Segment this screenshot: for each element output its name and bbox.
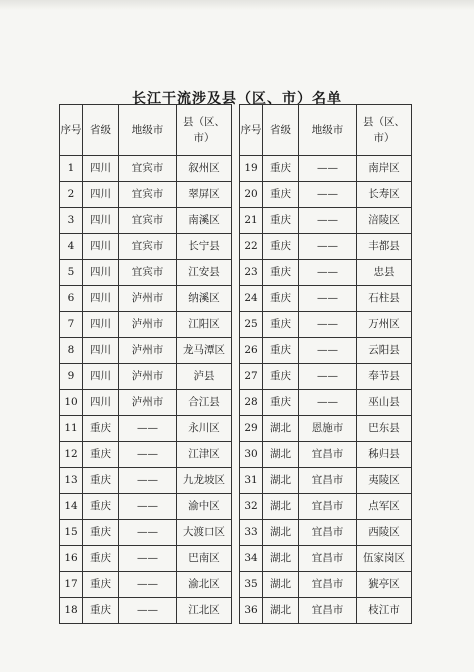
cell-county: 江津区 [177, 442, 232, 468]
table-row [60, 520, 232, 546]
header-province: 省级 [263, 105, 299, 156]
table-row [240, 390, 412, 416]
table-row [60, 494, 232, 520]
cell-province: 湖北 [263, 494, 299, 520]
cell-county: 巴南区 [177, 546, 232, 572]
table-row [240, 468, 412, 494]
cell-num: 32 [240, 494, 263, 520]
cell-province: 四川 [83, 156, 119, 182]
cell-num: 28 [240, 390, 263, 416]
cell-province: 湖北 [263, 468, 299, 494]
cell-province: 四川 [83, 390, 119, 416]
cell-num: 21 [240, 208, 263, 234]
cell-num: 23 [240, 260, 263, 286]
cell-province: 重庆 [83, 494, 119, 520]
cell-city: 宜宾市 [119, 234, 177, 260]
cell-num: 20 [240, 182, 263, 208]
cell-city: —— [299, 260, 357, 286]
header-city: 地级市 [299, 105, 357, 156]
cell-num: 6 [60, 286, 83, 312]
cell-province: 湖北 [263, 442, 299, 468]
cell-city: 宜宾市 [119, 182, 177, 208]
cell-num: 3 [60, 208, 83, 234]
cell-city: 宜昌市 [299, 442, 357, 468]
cell-county: 合江县 [177, 390, 232, 416]
cell-city: 泸州市 [119, 286, 177, 312]
header-county: 县（区、市） [357, 105, 412, 156]
cell-num: 13 [60, 468, 83, 494]
cell-province: 重庆 [83, 520, 119, 546]
cell-city: 宜昌市 [299, 468, 357, 494]
cell-num: 10 [60, 390, 83, 416]
cell-county: 叙州区 [177, 156, 232, 182]
cell-city: 宜昌市 [299, 572, 357, 598]
cell-city: —— [119, 572, 177, 598]
cell-county: 万州区 [357, 312, 412, 338]
cell-province: 重庆 [263, 234, 299, 260]
cell-num: 8 [60, 338, 83, 364]
cell-province: 重庆 [263, 260, 299, 286]
cell-num: 30 [240, 442, 263, 468]
cell-province: 重庆 [83, 572, 119, 598]
cell-num: 16 [60, 546, 83, 572]
table-row [60, 468, 232, 494]
cell-num: 31 [240, 468, 263, 494]
cell-province: 重庆 [263, 208, 299, 234]
cell-num: 4 [60, 234, 83, 260]
cell-num: 26 [240, 338, 263, 364]
cell-city: 恩施市 [299, 416, 357, 442]
cell-province: 四川 [83, 260, 119, 286]
cell-county: 伍家岗区 [357, 546, 412, 572]
cell-county: 永川区 [177, 416, 232, 442]
table-row [60, 338, 232, 364]
cell-county: 渝北区 [177, 572, 232, 598]
cell-province: 重庆 [263, 364, 299, 390]
cell-county: 长寿区 [357, 182, 412, 208]
table-row [240, 338, 412, 364]
cell-county: 长宁县 [177, 234, 232, 260]
cell-province: 重庆 [263, 156, 299, 182]
cell-num: 29 [240, 416, 263, 442]
table-row [240, 208, 412, 234]
header-row [60, 105, 232, 156]
table-row [60, 364, 232, 390]
cell-province: 四川 [83, 208, 119, 234]
header-county: 县（区、市） [177, 105, 232, 156]
page-title: 长江干流涉及县（区、市）名单 [132, 91, 342, 107]
cell-city: —— [299, 156, 357, 182]
cell-county: 西陵区 [357, 520, 412, 546]
table-row [60, 208, 232, 234]
table-row [60, 156, 232, 182]
table-row [60, 234, 232, 260]
cell-province: 重庆 [83, 468, 119, 494]
cell-province: 重庆 [263, 338, 299, 364]
cell-county: 大渡口区 [177, 520, 232, 546]
cell-province: 湖北 [263, 416, 299, 442]
cell-county: 巴东县 [357, 416, 412, 442]
cell-county: 猇亭区 [357, 572, 412, 598]
cell-province: 四川 [83, 286, 119, 312]
cell-city: 宜昌市 [299, 494, 357, 520]
cell-county: 江安县 [177, 260, 232, 286]
cell-county: 泸县 [177, 364, 232, 390]
cell-province: 重庆 [263, 182, 299, 208]
cell-num: 15 [60, 520, 83, 546]
table-row [60, 182, 232, 208]
table-row [240, 520, 412, 546]
cell-num: 14 [60, 494, 83, 520]
cell-num: 2 [60, 182, 83, 208]
table-row [60, 286, 232, 312]
cell-province: 湖北 [263, 520, 299, 546]
table-row [240, 182, 412, 208]
cell-county: 秭归县 [357, 442, 412, 468]
cell-num: 7 [60, 312, 83, 338]
cell-county: 云阳县 [357, 338, 412, 364]
cell-county: 枝江市 [357, 598, 412, 624]
county-table-left [59, 104, 232, 624]
cell-num: 33 [240, 520, 263, 546]
header-num: 序号 [240, 105, 263, 156]
header-num: 序号 [60, 105, 83, 156]
cell-province: 湖北 [263, 546, 299, 572]
cell-city: —— [119, 416, 177, 442]
cell-county: 翠屏区 [177, 182, 232, 208]
header-province: 省级 [83, 105, 119, 156]
cell-num: 35 [240, 572, 263, 598]
cell-county: 忠县 [357, 260, 412, 286]
cell-province: 四川 [83, 312, 119, 338]
cell-county: 九龙坡区 [177, 468, 232, 494]
table-row [60, 598, 232, 624]
cell-city: —— [119, 494, 177, 520]
table-row [60, 546, 232, 572]
cell-province: 湖北 [263, 598, 299, 624]
table-row [240, 260, 412, 286]
cell-county: 江阳区 [177, 312, 232, 338]
table-row [240, 286, 412, 312]
cell-city: 宜宾市 [119, 260, 177, 286]
cell-county: 纳溪区 [177, 286, 232, 312]
cell-city: —— [299, 390, 357, 416]
table-row [60, 390, 232, 416]
table-row [240, 156, 412, 182]
cell-city: —— [299, 234, 357, 260]
cell-province: 重庆 [263, 312, 299, 338]
county-table-right [239, 104, 412, 624]
table-row [240, 572, 412, 598]
cell-province: 四川 [83, 338, 119, 364]
cell-county: 渝中区 [177, 494, 232, 520]
cell-num: 18 [60, 598, 83, 624]
table-row [240, 364, 412, 390]
cell-city: 泸州市 [119, 338, 177, 364]
cell-city: —— [119, 468, 177, 494]
cell-num: 25 [240, 312, 263, 338]
table-row [240, 234, 412, 260]
table-row [60, 572, 232, 598]
cell-num: 36 [240, 598, 263, 624]
cell-province: 重庆 [83, 546, 119, 572]
cell-num: 34 [240, 546, 263, 572]
cell-province: 四川 [83, 364, 119, 390]
header-row [240, 105, 412, 156]
cell-province: 重庆 [83, 598, 119, 624]
cell-city: 宜昌市 [299, 546, 357, 572]
cell-city: 泸州市 [119, 312, 177, 338]
cell-county: 点军区 [357, 494, 412, 520]
cell-city: 泸州市 [119, 390, 177, 416]
cell-city: —— [119, 442, 177, 468]
cell-county: 涪陵区 [357, 208, 412, 234]
table-row [60, 260, 232, 286]
cell-province: 重庆 [263, 286, 299, 312]
table-row [240, 416, 412, 442]
cell-city: 泸州市 [119, 364, 177, 390]
cell-province: 重庆 [83, 442, 119, 468]
table-row [60, 442, 232, 468]
cell-num: 1 [60, 156, 83, 182]
cell-city: —— [299, 208, 357, 234]
cell-province: 湖北 [263, 572, 299, 598]
cell-city: 宜宾市 [119, 208, 177, 234]
cell-city: —— [119, 520, 177, 546]
cell-num: 5 [60, 260, 83, 286]
cell-county: 江北区 [177, 598, 232, 624]
cell-num: 17 [60, 572, 83, 598]
cell-num: 12 [60, 442, 83, 468]
cell-num: 9 [60, 364, 83, 390]
cell-city: —— [299, 364, 357, 390]
cell-county: 龙马潭区 [177, 338, 232, 364]
table-row [240, 598, 412, 624]
cell-city: —— [299, 286, 357, 312]
scan-edge [0, 0, 474, 10]
cell-city: —— [119, 546, 177, 572]
cell-num: 11 [60, 416, 83, 442]
table-row [60, 416, 232, 442]
cell-city: 宜宾市 [119, 156, 177, 182]
cell-city: 宜昌市 [299, 520, 357, 546]
cell-county: 南溪区 [177, 208, 232, 234]
cell-county: 奉节县 [357, 364, 412, 390]
table-row [60, 312, 232, 338]
cell-city: —— [299, 182, 357, 208]
table-row [240, 494, 412, 520]
cell-province: 四川 [83, 234, 119, 260]
cell-num: 19 [240, 156, 263, 182]
cell-province: 重庆 [83, 416, 119, 442]
cell-city: 宜昌市 [299, 598, 357, 624]
table-row [240, 546, 412, 572]
cell-county: 丰都县 [357, 234, 412, 260]
cell-city: —— [299, 338, 357, 364]
cell-num: 24 [240, 286, 263, 312]
cell-county: 巫山县 [357, 390, 412, 416]
cell-num: 27 [240, 364, 263, 390]
tables-container [59, 104, 412, 624]
table-row [240, 312, 412, 338]
cell-county: 石柱县 [357, 286, 412, 312]
cell-province: 四川 [83, 182, 119, 208]
table-row [240, 442, 412, 468]
cell-county: 南岸区 [357, 156, 412, 182]
cell-num: 22 [240, 234, 263, 260]
cell-province: 重庆 [263, 390, 299, 416]
cell-city: —— [119, 598, 177, 624]
header-city: 地级市 [119, 105, 177, 156]
cell-county: 夷陵区 [357, 468, 412, 494]
cell-city: —— [299, 312, 357, 338]
